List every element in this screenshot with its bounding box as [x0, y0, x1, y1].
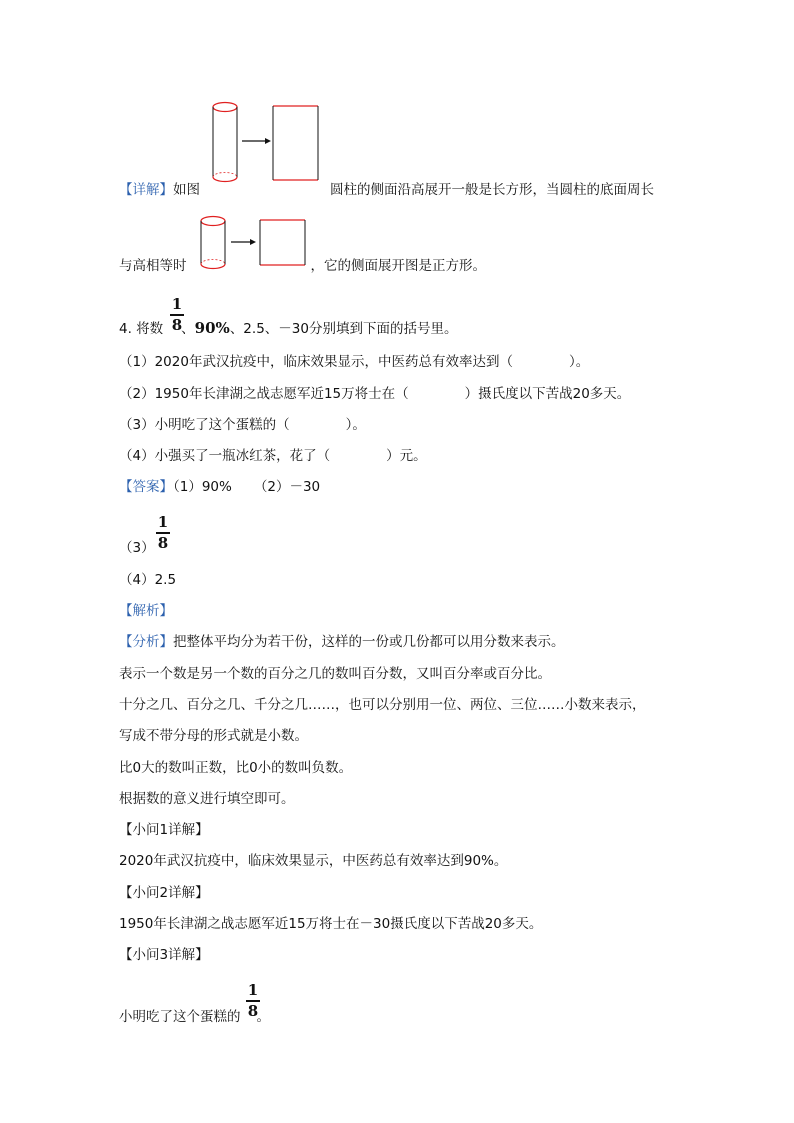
question-item-1-text: （1）2020年武汉抗疫中，临床效果显示，中医药总有效率达到（	[119, 354, 513, 370]
sub3-pre: 小明吃了这个蛋糕的	[119, 1009, 241, 1025]
answer-fraction-numerator: 1	[157, 513, 169, 531]
analysis-line-4: 比0大的数叫正数，比0小的数叫负数。	[119, 760, 353, 776]
question-item-4-end: ）元。	[386, 448, 427, 464]
explain-line1-pre: 如图	[173, 182, 200, 198]
answer-3-label: （3）	[119, 540, 155, 556]
question-item-2	[119, 384, 630, 404]
fenxi-text: 把整体平均分为若干份，这样的一份或几份都可以用分数来表示。	[173, 634, 565, 650]
answer-fraction-denominator: 8	[157, 533, 169, 552]
question-intro-pre: 4. 将数	[119, 321, 164, 337]
analysis-line-3: 写成不带分母的形式就是小数。	[119, 728, 308, 744]
explain-line2-pre: 与高相等时	[119, 258, 187, 274]
sub3-post: 。	[256, 1009, 270, 1025]
question-fraction-numerator: 1	[171, 295, 183, 313]
analysis-line-1: 表示一个数是另一个数的百分之几的数叫百分数，又叫百分率或百分比。	[119, 666, 551, 682]
question-item-2-end: ）摄氏度以下苦战20多天。	[464, 386, 631, 402]
analysis-line-2: 十分之几、百分之几、千分之几……，也可以分别用一位、两位、三位……小数来表示，	[119, 697, 646, 713]
sub2-text: 1950年长津湖之战志愿军近15万将士在－30摄氏度以下苦战20多天。	[119, 916, 543, 932]
answer-line-4	[119, 570, 176, 590]
answer-line-1	[119, 477, 320, 497]
analysis-line-5: 根据数的意义进行填空即可。	[119, 791, 295, 807]
explain-line-2	[119, 256, 486, 276]
fenxi-label: 【分析】	[119, 634, 173, 650]
question-fraction-denominator: 8	[171, 315, 183, 334]
explain-line1-post: 圆柱的侧面沿高展开一般是长方形，当圆柱的底面周长	[330, 182, 654, 198]
explain-line-1	[119, 180, 654, 200]
question-percent: 90%	[194, 319, 230, 337]
sub2-label: 【小问2详解】	[119, 885, 209, 901]
explain-label: 【详解】	[119, 182, 173, 198]
question-item-3-text: （3）小明吃了这个蛋糕的（	[119, 417, 290, 433]
answer-1: （1）90%	[173, 479, 232, 495]
sub3-fraction-numerator: 1	[247, 981, 259, 999]
sub3-text	[119, 1007, 270, 1027]
answer-label: 【答案】	[119, 479, 173, 495]
question-sep: 、	[181, 321, 195, 337]
question-intro	[119, 315, 458, 339]
sub1-text: 2020年武汉抗疫中，临床效果显示，中医药总有效率达到90%。	[119, 853, 508, 869]
question-intro-post: 、2.5、－30分别填到下面的括号里。	[229, 321, 458, 337]
question-item-3-end: ）。	[345, 417, 366, 433]
answer-4: （4）2.5	[119, 572, 177, 588]
question-item-1-end: ）。	[568, 354, 590, 370]
analysis-label: 【解析】	[119, 603, 173, 619]
sub3-label: 【小问3详解】	[119, 947, 209, 963]
question-item-1	[119, 352, 589, 372]
sub3-fraction-denominator: 8	[247, 1001, 259, 1020]
question-item-4-text: （4）小强买了一瓶冰红茶，花了（	[119, 448, 331, 464]
question-item-3	[119, 415, 366, 435]
analysis-fenxi	[119, 632, 565, 652]
explain-line2-post: ，它的侧面展开图是正方形。	[310, 258, 486, 274]
answer-line-3	[119, 538, 155, 558]
answer-2: （2）－30	[253, 479, 321, 495]
cylinder-unfold-figure-1	[208, 100, 324, 186]
answer-fraction	[156, 514, 170, 552]
question-item-4	[119, 446, 427, 466]
sub1-label: 【小问1详解】	[119, 822, 209, 838]
analysis-header	[119, 601, 173, 621]
question-item-2-text: （2）1950年长津湖之战志愿军近15万将士在（	[119, 386, 409, 402]
